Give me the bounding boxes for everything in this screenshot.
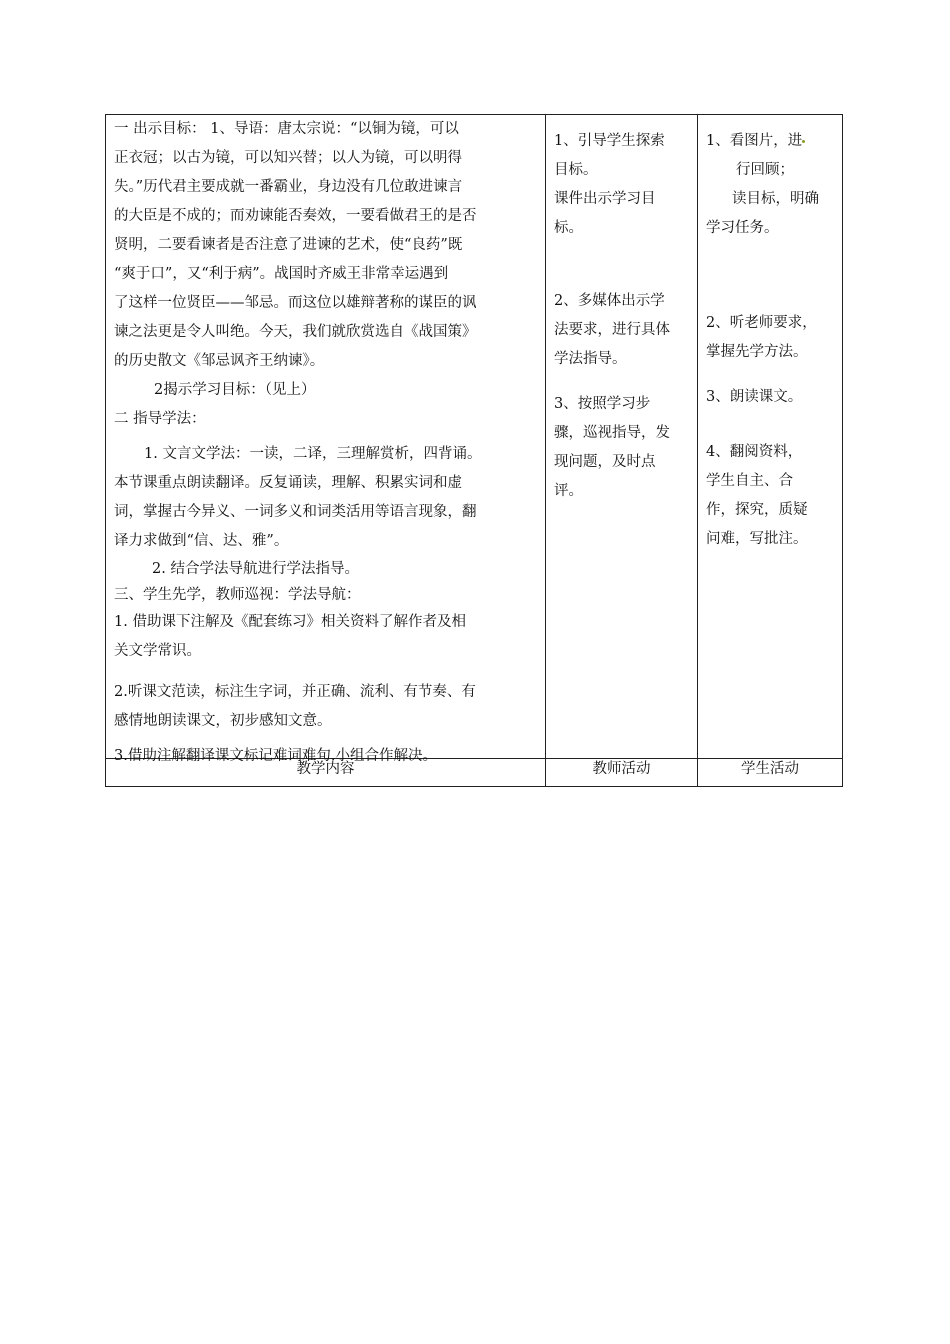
student-line: 2、听老师要求， xyxy=(706,315,817,331)
student-line: 问难，写批注。 xyxy=(706,531,808,547)
column-divider-2 xyxy=(697,115,698,786)
student-line: 1、看图片，进 xyxy=(706,127,838,156)
student-line: 学生自主、合 xyxy=(706,473,793,489)
content-line: “爽于口”，又“利于病”。战国时齐威王非常幸运遇到 xyxy=(114,266,449,282)
content-line: 一 出示目标： 1、导语：唐太宗说：“以铜为镜，可以 xyxy=(114,121,459,137)
student-line: 读目标，明确 xyxy=(732,191,819,207)
content-line: 1. 文言文学法：一读，二译，三理解赏析，四背诵。 xyxy=(144,446,482,462)
content-line: 了这样一位贤臣——邹忌。而这位以雄辩著称的谋臣的讽 xyxy=(114,295,477,311)
column-header-student: 学生活动 xyxy=(741,761,799,777)
lesson-plan-table xyxy=(105,114,843,787)
section-heading: 三、学生先学，教师巡视：学法导航： xyxy=(114,587,361,603)
learning-goals-line: 2揭示学习目标：（见上） xyxy=(154,382,316,398)
content-line: 词，掌握古今异义、一词多义和词类活用等语言现象，翻 xyxy=(114,504,477,520)
teaching-content-cell xyxy=(114,115,542,771)
section-heading: 二 指导学法： xyxy=(114,411,206,427)
column-header-content: 教学内容 xyxy=(296,761,355,777)
content-line: 正衣冠；以古为镜，可以知兴替；以人为镜，可以明得 xyxy=(114,150,462,166)
content-line: 2.听课文范读，标注生字词，并正确、流利、有节奏、有 xyxy=(114,684,476,700)
content-line: 译力求做到“信、达、雅”。 xyxy=(114,533,289,549)
content-line: 3.借助注解翻译课文标记难词难句.小组合作解决。 xyxy=(114,748,437,764)
teacher-line: 骤，巡视指导，发 xyxy=(554,425,670,441)
student-line: 掌握先学方法。 xyxy=(706,344,808,360)
content-line: 本节课重点朗读翻译。反复诵读，理解、积累实词和虚 xyxy=(114,475,462,491)
content-line: 2. 结合学法导航进行学法指导。 xyxy=(152,561,359,577)
student-line: 4、翻阅资料， xyxy=(706,444,803,460)
column-header-teacher: 教师活动 xyxy=(592,761,651,777)
teacher-line: 评。 xyxy=(554,483,583,499)
content-line: 1. 借助课下注解及《配套练习》相关资料了解作者及相 xyxy=(114,614,466,630)
column-divider-1 xyxy=(545,115,546,786)
teacher-line: 法要求，进行具体 xyxy=(554,322,670,338)
content-line: 失。”历代君主要成就一番霸业，身边没有几位敢进谏言 xyxy=(114,179,463,195)
content-line: 感情地朗读课文，初步感知文意。 xyxy=(114,713,332,729)
teacher-line: 学法指导。 xyxy=(554,351,627,367)
student-line: 学习任务。 xyxy=(706,220,779,236)
student-line: 作，探究，质疑 xyxy=(706,502,808,518)
content-line: 关文学常识。 xyxy=(114,643,201,659)
teacher-line: 2、多媒体出示学 xyxy=(554,293,665,309)
teacher-line: 目标。 xyxy=(554,162,598,178)
teacher-line: 3、按照学习步 xyxy=(554,396,651,412)
student-line: 行回顾； xyxy=(736,162,794,178)
content-line: 的大臣是不成的；而劝谏能否奏效，一要看做君王的是否 xyxy=(114,208,477,224)
teacher-line: 标。 xyxy=(554,220,583,236)
content-line: 的历史散文《邹忌讽齐王纳谏》。 xyxy=(114,353,325,369)
marker-dot-icon xyxy=(802,140,805,143)
teacher-line: 1、引导学生探索 xyxy=(554,133,665,149)
content-line: 贤明，二要看谏者是否注意了进谏的艺术，使“良药”既 xyxy=(114,237,463,253)
student-line: 3、朗读课文。 xyxy=(706,389,803,405)
teacher-line: 现问题，及时点 xyxy=(554,454,656,470)
teacher-line: 课件出示学习目 xyxy=(554,191,656,207)
student-activity-cell xyxy=(706,127,838,554)
content-line: 谏之法更是令人叫绝。今天，我们就欣赏选自《战国策》 xyxy=(114,324,477,340)
teacher-activity-cell xyxy=(554,127,692,506)
